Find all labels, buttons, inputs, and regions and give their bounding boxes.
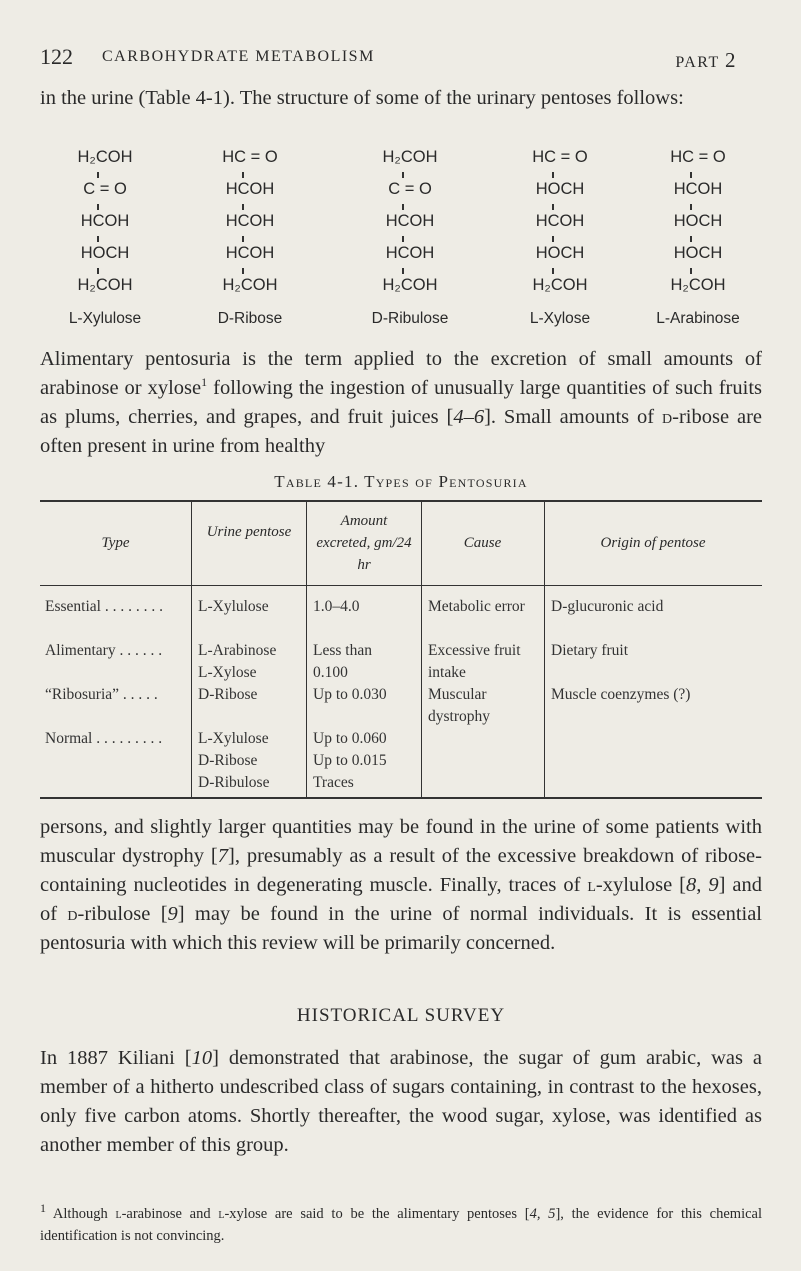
footnote-mark: 1 [201,375,208,390]
text-run: -ribose are often present in urine from healthy [40,406,762,457]
page-number: 122 [40,44,73,69]
table-cell-amount: Up to 0.060 [313,730,387,747]
structure-line: H₂COH [77,148,133,166]
part-number: 2 [725,48,737,72]
bond-mark [552,268,554,274]
bond-mark [552,236,554,242]
citation: 7 [217,845,229,867]
footnote-mark: 1 [40,1201,46,1216]
table-cell-amount: 0.100 [313,664,348,681]
structure-line: HCOH [225,180,275,198]
structure-line: H₂COH [77,276,133,294]
text-run: persons, and slightly larger quantities may be found in the urine of some patients with muscular dystrophy [ [40,816,762,867]
bond-mark [690,268,692,274]
bond-mark [552,204,554,210]
text-run: ], presumably as a result of the excessive breakdown of ribose-containing nucleotides in degenerating muscle. Finally, traces of [40,845,762,896]
column-header-origin: Origin of pentose [600,535,706,551]
table-cell-type: “Ribosuria” . . . . . [45,686,158,703]
structure-line: HC = O [532,148,588,166]
table-cell-pentose: L-Xylulose [198,730,269,747]
bond-mark [690,172,692,178]
stereo-prefix: l [115,1206,122,1222]
citation: 9 [167,903,178,925]
structure-name: D-Ribose [217,310,283,327]
stereo-prefix: l [587,874,596,896]
structure-line: HCOH [385,212,435,230]
structure-line: H₂COH [382,148,438,166]
bond-mark [402,236,404,242]
structure-line: HC = O [222,148,278,166]
paragraph-muscular-dystrophy [40,813,762,958]
structure-line: HCOH [80,212,130,230]
pentose-structures [40,148,740,333]
table-label: Table 4-1. [274,472,360,491]
structure-line: HCOH [535,212,585,230]
text-run: -xylose are said to be the alimentary pentoses [ [224,1206,530,1222]
table-cell-amount: Up to 0.030 [313,686,387,703]
text-run: -arabinose and [121,1206,219,1222]
structure-line: C = O [83,180,127,198]
stereo-prefix: d [67,903,78,925]
table-cell-type: Normal . . . . . . . . . [45,730,163,747]
stereo-prefix: d [662,406,673,428]
table-cell-pentose: D-Ribose [198,686,258,703]
table-cell-origin: Muscle coenzymes (?) [551,686,691,703]
bond-mark [242,172,244,178]
structure-name: L-Xylulose [68,310,142,327]
text-run: -xylulose [ [595,874,687,896]
bond-mark [402,204,404,210]
structure-line: HOCH [673,212,723,230]
bond-mark [242,268,244,274]
citation: 4–6 [453,406,485,428]
bond-mark [552,172,554,178]
text-run: Alimentary pentosuria is the term applied to the excretion of small amounts of arabinose or xylose [40,348,762,399]
bond-mark [242,204,244,210]
column-header-urine-pentose: Urine pentose [206,524,292,540]
table-cell-pentose: L-Xylose [198,664,257,681]
bond-mark [97,268,99,274]
table-cell-pentose: D-Ribulose [198,774,270,791]
table-caption: Types of Pentosuria [364,472,528,491]
table-cell-origin: D-glucuronic acid [551,598,664,615]
structure-line: HCOH [225,244,275,262]
structure-line: HOCH [673,244,723,262]
table-cell-pentose: D-Ribose [198,752,258,769]
text-run: Although [46,1206,116,1222]
structure-line: H₂COH [532,276,588,294]
structure-line: H₂COH [222,276,278,294]
bond-mark [402,268,404,274]
structure-line: HOCH [535,244,585,262]
running-title: CARBOHYDRATE METABOLISM [102,48,375,65]
section-heading: HISTORICAL SURVEY [296,1005,506,1026]
paragraph-historical-survey [40,1044,762,1160]
citation: 8, 9 [686,874,719,896]
table-cell-amount: 1.0–4.0 [313,598,360,615]
table-cell-cause: Muscular dystrophy [428,686,490,725]
structure-name: D-Ribulose [371,310,449,327]
citation: 4, 5 [529,1206,556,1222]
table-cell-amount: Traces [313,774,354,791]
text-run: ] may be found in the urine of normal individuals. It is essential pentosuria with which this review will be primarily concerned. [40,903,763,954]
structure-name: L-Xylose [529,310,591,327]
structure-line: HOCH [80,244,130,262]
column-divider [306,502,307,798]
column-header-amount: Amount excreted, gm/24 hr [316,513,412,573]
table-cell-cause: Excessive fruit intake [428,642,521,681]
intro-paragraph: in the urine (Table 4-1). The structure of some of the urinary pentoses follows: [40,87,684,109]
column-header-cause: Cause [463,535,502,551]
structure-line: HCOH [673,180,723,198]
text-run: ], the evidence for this chemical identification is not convincing. [40,1206,762,1244]
bond-mark [97,236,99,242]
bond-mark [402,172,404,178]
table-cell-pentose: L-Arabinose [198,642,277,659]
structure-line: C = O [388,180,432,198]
text-run: ] demonstrated that arabinose, the sugar of gum arabic, was a member of a hitherto undescribed class of sugars containing, in contrast to the hexoses, only five carbon atoms. Shortly thereafter, the wood sugar, xylose, was identified as another member of this group. [40,1047,762,1156]
table-cell-amount: Less than [313,642,372,659]
paragraph-alimentary-pentosuria [40,345,762,461]
table-top-rule [40,500,762,502]
column-divider [191,502,192,798]
structure-line: HCOH [385,244,435,262]
text-run: ]. Small amounts of [484,406,663,428]
table-cell-type: Alimentary . . . . . . [45,642,163,659]
column-header-type: Type [101,535,130,551]
table-header-rule [40,585,762,586]
table-cell-amount: Up to 0.015 [313,752,387,769]
structure-name: L-Arabinose [656,310,740,327]
bond-mark [242,236,244,242]
table-title [40,472,762,492]
bond-mark [97,204,99,210]
text-run: following the ingestion of unusually large quantities of such fruits as plums, cherries, and grapes, and fruit juices [ [40,377,763,428]
part-word: PART [675,54,720,71]
stereo-prefix: l [218,1206,225,1222]
page-header [40,44,737,74]
table-cell-type: Essential . . . . . . . . [45,598,163,615]
bond-mark [690,204,692,210]
table-cell-cause: Metabolic error [428,598,525,615]
bond-mark [690,236,692,242]
citation: 10 [191,1047,213,1069]
table-bottom-rule [40,797,762,799]
structure-line: HCOH [225,212,275,230]
text-run: In 1887 Kiliani [ [40,1047,192,1069]
part-label [675,48,737,73]
structure-line: HC = O [670,148,726,166]
footnote [40,1203,762,1247]
table-cell-pentose: L-Xylulose [198,598,269,615]
structure-line: H₂COH [382,276,438,294]
table-cell-origin: Dietary fruit [551,642,629,659]
text-run: -ribulose [ [77,903,168,925]
structure-line: H₂COH [670,276,726,294]
structure-line: HOCH [535,180,585,198]
bond-mark [97,172,99,178]
text-run: ] and of [40,874,762,925]
